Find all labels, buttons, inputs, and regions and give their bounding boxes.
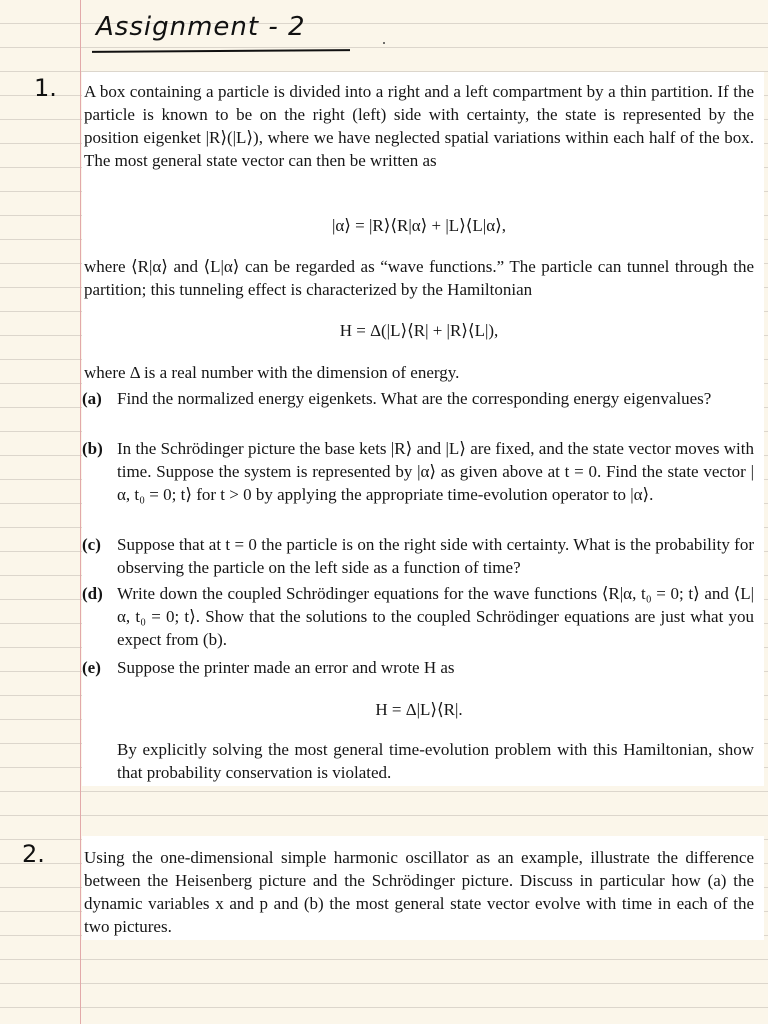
page-title: Assignment - 2 [96,12,306,42]
equation-misprinted-hamiltonian: H = Δ|L⟩⟨R|. [375,700,463,719]
part-b-text: In the Schrödinger picture the base kets |R⟩ and |L⟩ are fixed, and the state vector moves with time. Suppose the system is represented by |α⟩ as given above at t = 0. Find the state vector |α, t₀ = 0; t⟩ for t > 0 by applying the appropriate time-evolution operator to |α⟩. [117,439,754,504]
part-e [82,656,754,679]
equation-state-vector: |α⟩ = |R⟩⟨R|α⟩ + |L⟩⟨L|α⟩, [331,216,507,235]
question-2-text: Using the one-dimensional simple harmonic oscillator as an example, illustrate the difference between the Heisenberg picture and the Schrödinger picture. Discuss in particular how (a) the dynamic variables x and p and (b) the most general state vector evolve with time in each of the two pictures. [84,848,754,936]
question-1-intro: A box containing a particle is divided into a right and a left compartment by a thin partition. If the particle is known to be on the right (left) side with certainty, the state is represented by the position eigenket |R⟩(|L⟩), where we have neglected spatial variations within each half of the box. The most general state vector can then be written as [84,82,754,170]
part-d-text: Write down the coupled Schrödinger equations for the wave functions ⟨R|α, t₀ = 0; t⟩ and ⟨L|α, t₀ = 0; t⟩. Show that the solutions to the coupled Schrödinger equations are just what you expect from (b). [117,584,754,649]
part-d [82,582,754,651]
part-e-text: Suppose the printer made an error and wrote H as [117,658,455,677]
notebook-margin-line [80,0,81,1024]
part-e-label: (e) [82,658,101,677]
part-e-closing-text: By explicitly solving the most general time-evolution problem with this Hamiltonian, show that probability conservation is violated. [117,740,754,782]
part-c-text: Suppose that at t = 0 the particle is on the right side with certainty. What is the probability for observing the particle on the left side as a function of time? [117,535,754,577]
part-d-label: (d) [82,584,103,603]
question-2-number: 2. [22,840,45,868]
part-a [82,387,754,410]
equation-hamiltonian: H = Δ(|L⟩⟨R| + |R⟩⟨L|), [339,321,499,340]
question-1-number: 1. [34,74,57,102]
part-c-label: (c) [82,535,101,554]
part-b-label: (b) [82,439,103,458]
part-a-label: (a) [82,389,102,408]
title-dot [383,42,385,44]
part-b [82,437,754,506]
question-1-delta-text: where Δ is a real number with the dimension of energy. [84,363,460,382]
part-a-text: Find the normalized energy eigenkets. What are the corresponding energy eigenvalues? [117,389,712,408]
part-c [82,533,754,579]
title-underline [92,49,350,53]
question-1-wavefunction-text: where ⟨R|α⟩ and ⟨L|α⟩ can be regarded as “wave functions.” The particle can tunnel through the partition; this tunneling effect is characterized by the Hamiltonian [84,257,754,299]
